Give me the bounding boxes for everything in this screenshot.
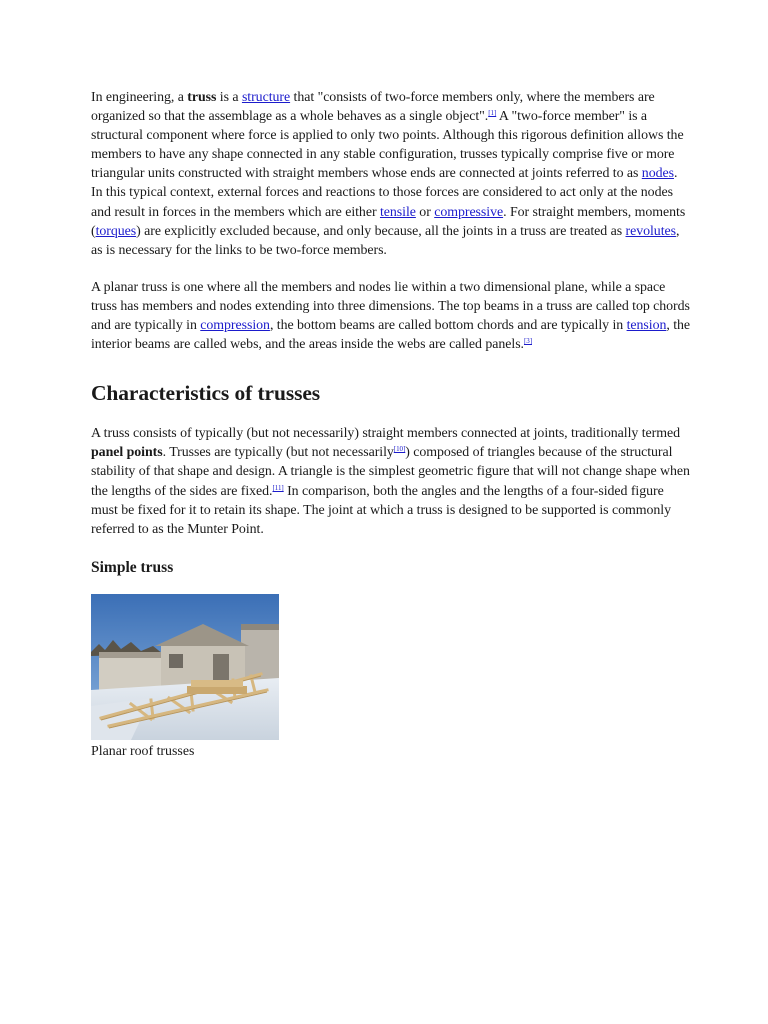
intro-text-4: A "two-force member" is a structural component where force is applied to only two points. Although this rigorous definition allows the members to have any shape connected in any stable configuration, trusses typically comprise five or more triangular units constructed with straight members whose ends are connected at joints referred to as <box>91 109 684 182</box>
nodes-link[interactable]: nodes <box>641 166 674 182</box>
planar-text-2: , the bottom beams are called bottom chords and are typically in <box>269 318 627 334</box>
truss-figure <box>91 594 279 761</box>
article-body <box>91 88 691 761</box>
panel-points-term: panel points <box>91 445 163 461</box>
intro-text-8: ) are explicitly excluded because, and only because, all the joints in a truss are treated as <box>136 223 626 239</box>
torques-link[interactable]: torques <box>95 223 137 239</box>
ref-10-sup <box>394 445 405 453</box>
intro-text-7: . For straight members, moments ( <box>91 204 686 239</box>
characteristics-paragraph <box>91 424 691 539</box>
ref-1-sup <box>488 109 496 117</box>
ref-1-link[interactable]: [1] <box>488 109 497 118</box>
compression-link[interactable]: compression <box>200 318 270 334</box>
structure-link[interactable]: structure <box>241 90 291 105</box>
intro-paragraph <box>91 88 691 260</box>
intro-text-3: that "consists of two-force members only, where the members are organized so that the assemblage as a whole behaves as a single object". <box>91 90 655 125</box>
roof-trusses-photo <box>91 594 279 740</box>
ref-3-sup <box>524 337 532 345</box>
ref-10-link[interactable]: [10] <box>393 445 406 454</box>
ref-3-link[interactable]: [3] <box>523 337 532 346</box>
planar-text-3: , the interior beams are called webs, and the areas inside the webs are called panels. <box>91 318 691 353</box>
planar-text-1: A planar truss is one where all the members and nodes lie within a two dimensional plane, while a space truss has members and nodes extending into three dimensions. The top beams in a truss are called top chords and are typically in <box>91 279 690 334</box>
intro-text-6: or <box>415 204 435 220</box>
characteristics-text-2: . Trusses are typically (but not necessarily <box>162 445 394 461</box>
compressive-link[interactable]: compressive <box>434 204 504 220</box>
figure-caption: Planar roof trusses <box>91 743 195 759</box>
truss-term: truss <box>187 90 217 105</box>
intro-text-1: In engineering, a <box>91 90 188 105</box>
characteristics-text-3: ) composed of triangles because of the structural stability of that shape and design. A triangle is the simplest geometric figure that will not change shape when the lengths of the sides are fixed. <box>91 445 690 499</box>
intro-text-9: , as is necessary for the links to be two-force members. <box>91 223 680 258</box>
simple-truss-heading: Simple truss <box>91 558 174 576</box>
tension-link[interactable]: tension <box>626 318 667 334</box>
characteristics-text-1: A truss consists of typically (but not necessarily) straight members connected at joints, traditionally termed <box>91 426 680 442</box>
characteristics-text-4: In comparison, both the angles and the lengths of a four-sided figure must be fixed for it to retain its shape. The joint at which a truss is designed to be supported is commonly referred to as the Munter Point. <box>91 483 671 537</box>
tensile-link[interactable]: tensile <box>379 204 416 220</box>
characteristics-heading: Characteristics of trusses <box>91 381 321 406</box>
intro-text-2: is a <box>216 90 242 105</box>
revolutes-link[interactable]: revolutes <box>625 223 676 239</box>
ref-11-link[interactable]: [11] <box>272 483 284 492</box>
planar-truss-paragraph <box>91 278 691 354</box>
intro-text-5: . In this typical context, external forces and reactions to those forces are considered to act only at the nodes and result in forces in the members which are either <box>91 166 678 220</box>
ref-11-sup <box>272 484 283 492</box>
